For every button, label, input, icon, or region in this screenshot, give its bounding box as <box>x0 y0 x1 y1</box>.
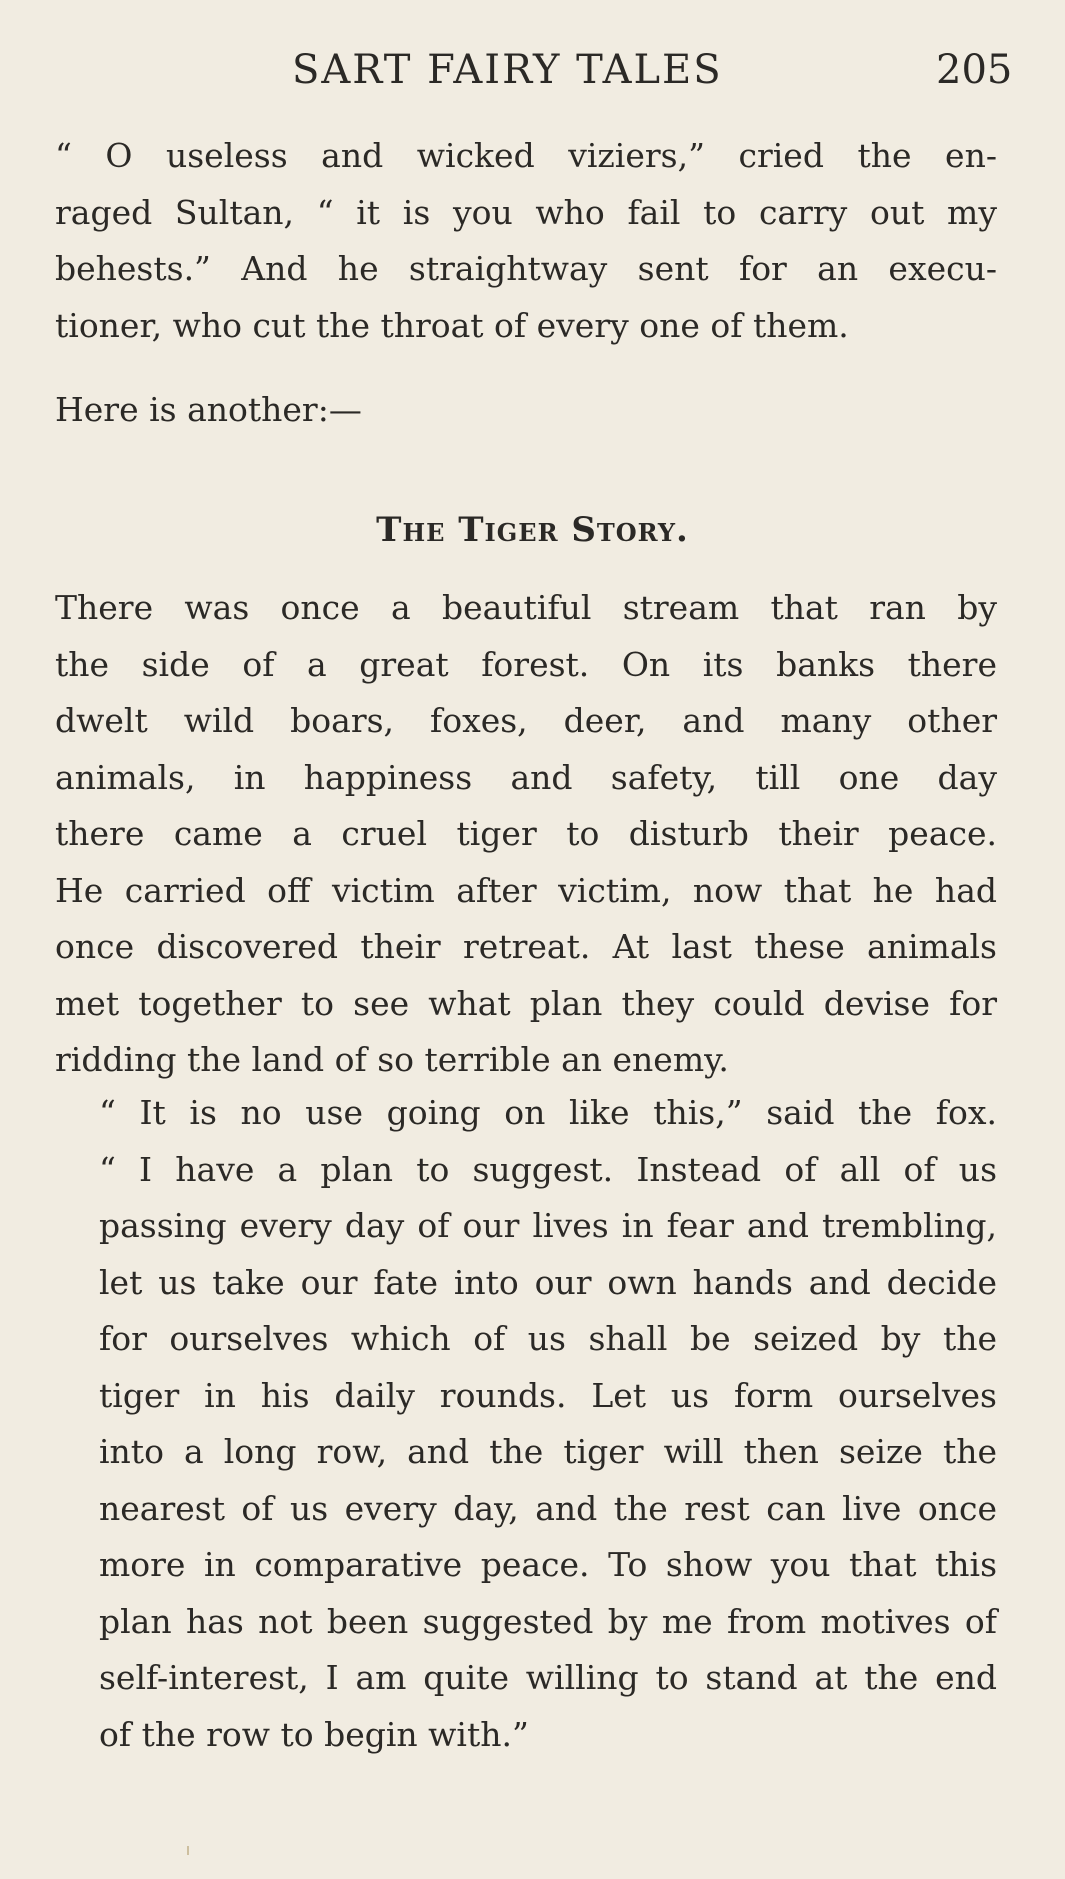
story-heading: The Tiger Story. <box>376 510 689 550</box>
text-line: met together to see what plan they could devise for <box>55 983 997 1023</box>
paragraph-stream-forest <box>55 580 997 1089</box>
text-line: behests.” And he straightway sent for an execu- <box>55 249 997 288</box>
text-line: once discovered their retreat. At last these animals <box>55 927 997 966</box>
running-title: SART FAIRY TALES <box>292 47 723 93</box>
text-line: self-interest, I am quite willing to stand at the end <box>99 1658 997 1697</box>
page-number: 205 <box>936 47 1013 93</box>
text-line: there came a cruel tiger to disturb their peace. <box>55 814 997 853</box>
text-line: dwelt wild boars, foxes, deer, and many other <box>55 701 997 740</box>
text-line: He carried off victim after victim, now that he had <box>55 870 997 910</box>
text-line: tioner, who cut the throat of every one of them. <box>55 305 849 345</box>
text-line: plan has not been suggested by me from motives of <box>99 1601 997 1641</box>
text-line: There was once a beautiful stream that ran by <box>55 588 997 627</box>
paragraph-here-is-another: Here is another:— <box>55 390 362 429</box>
text-line: let us take our fate into our own hands and decide <box>99 1262 997 1302</box>
text-line: passing every day of our lives in fear and trembling, <box>99 1206 997 1245</box>
paragraph-fox-plan <box>55 1085 997 1763</box>
paper-mark <box>187 1846 189 1855</box>
text-line: of the row to begin with.” <box>99 1714 529 1754</box>
text-line: “ O useless and wicked viziers,” cried the en- <box>55 136 997 175</box>
text-line: into a long row, and the tiger will then seize the <box>99 1432 997 1471</box>
text-line: the side of a great forest. On its banks there <box>55 644 997 684</box>
text-line: ridding the land of so terrible an enemy. <box>55 1040 729 1079</box>
text-line: raged Sultan, “ it is you who fail to carry out my <box>55 192 997 232</box>
text-line: “ I have a plan to suggest. Instead of all of us <box>99 1149 997 1189</box>
text-line: tiger in his daily rounds. Let us form ourselves <box>99 1375 997 1415</box>
text-line: “ It is no use going on like this,” said the fox. <box>99 1093 997 1132</box>
paragraph-sultan-viziers <box>55 128 997 354</box>
running-head <box>0 44 1065 96</box>
text-line: animals, in happiness and safety, till one day <box>55 757 997 797</box>
text-line: nearest of us every day, and the rest can live once <box>99 1488 997 1528</box>
text-line: more in comparative peace. To show you that this <box>99 1545 997 1584</box>
text-line: for ourselves which of us shall be seized by the <box>99 1319 997 1358</box>
